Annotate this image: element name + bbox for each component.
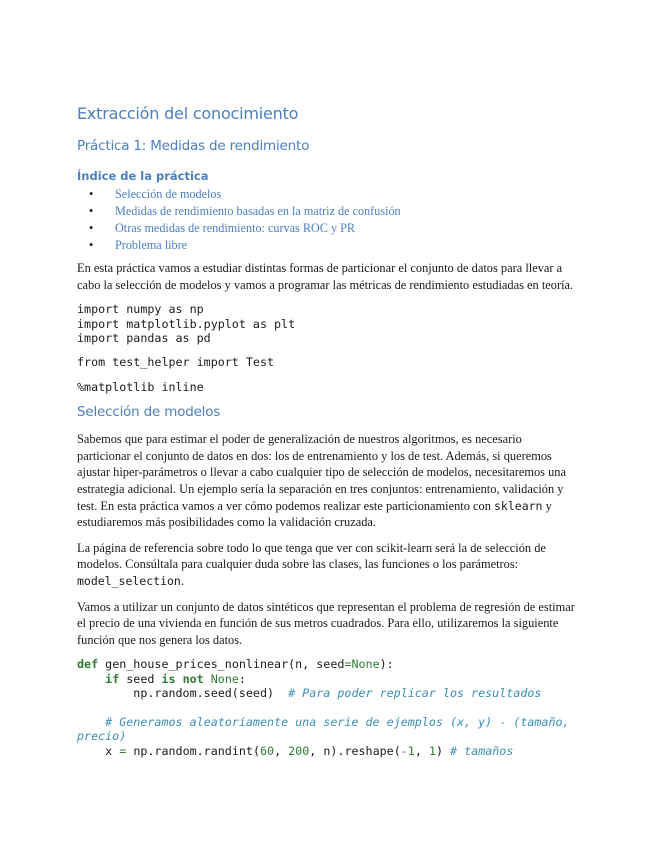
bullet-icon: • xyxy=(89,221,94,235)
inline-code: model_selection xyxy=(77,573,181,588)
code-keyword: is xyxy=(161,671,176,686)
index-link-seleccion-modelos[interactable]: Selección de modelos xyxy=(115,187,222,201)
paragraph-text: La página de referencia sobre todo lo que tenga que ver con scikit-learn será la de selección de modelos. Consúltala para cualquier duda sobre las clases, las funciones o los parámetros: xyxy=(77,540,546,572)
code-comment: # tamaños xyxy=(450,743,514,758)
code-comment: # Generamos aleatoriamente una serie de ejemplos (x, y) - (tamaño, xyxy=(105,714,570,729)
code-cell-imports xyxy=(77,302,577,345)
code-text: np.random.randint( xyxy=(126,743,260,758)
code-line: import matplotlib.pyplot as plt xyxy=(77,316,296,331)
code-line: import pandas as pd xyxy=(77,331,211,345)
code-text: , xyxy=(274,743,289,758)
code-text: ): xyxy=(379,657,394,672)
code-keyword: not xyxy=(182,671,204,686)
code-line: from test_helper import Test xyxy=(77,355,275,370)
practice-subtitle: Práctica 1: Medidas de rendimiento xyxy=(77,138,310,154)
code-text: ) xyxy=(435,743,451,758)
index-link-matriz-confusion[interactable]: Medidas de rendimiento basadas en la matriz de confusión xyxy=(115,204,401,218)
paragraph-text: . xyxy=(180,573,184,588)
index-item xyxy=(77,237,577,254)
code-operator: - xyxy=(400,743,408,758)
section-paragraph xyxy=(77,431,577,531)
page-title: Extracción del conocimiento xyxy=(77,104,299,123)
code-comment: # Para poder replicar los resultados xyxy=(288,686,542,701)
index-link-curvas-roc-pr[interactable]: Otras medidas de rendimiento: curvas ROC y PR xyxy=(115,221,355,235)
code-text: gen_house_prices_nonlinear(n, seed xyxy=(98,657,345,672)
code-operator: = xyxy=(344,657,352,672)
section-heading-seleccion: Selección de modelos xyxy=(77,404,221,421)
code-builtin: None xyxy=(351,657,380,672)
paragraph-text: y estudiaremos más posibilidades como la validación cruzada. xyxy=(77,498,552,530)
code-cell-test-helper xyxy=(77,355,577,369)
code-line: import numpy as np xyxy=(77,302,204,317)
code-keyword: if xyxy=(105,671,120,686)
code-number: 1 xyxy=(407,743,415,758)
code-cell-gen-house-prices xyxy=(77,657,577,758)
code-number: 200 xyxy=(288,743,310,758)
index-heading: Índice de la práctica xyxy=(77,169,209,183)
code-cell-magic xyxy=(77,380,577,394)
index-item xyxy=(77,220,577,237)
code-builtin: None xyxy=(210,671,239,686)
index-item xyxy=(77,203,577,220)
code-text: np.random.seed(seed) xyxy=(133,686,289,701)
intro-paragraph: En esta práctica vamos a estudiar distintas formas de particionar el conjunto de datos para llevar a cabo la selección de modelos y vamos a programar las métricas de rendimiento estudiadas en teoría. xyxy=(77,261,574,292)
code-text: seed xyxy=(119,671,162,686)
code-keyword: def xyxy=(77,657,99,672)
inline-code: sklearn xyxy=(494,498,543,513)
paragraph-text: Sabemos que para estimar el poder de generalización de nuestros algoritmos, es necesario particionar el conjunto de datos en dos: los de entrenamiento y los de test. Además, si queremos ajustar hiper-parámetros o llevar a cabo cualquier tipo de selección de modelos, necesitaremos una estrategia adicional. Un ejemplo sería la separación en tres conjuntos: entrenamiento, validación y test. En esta práctica vamos a ver cómo podemos realizar este particionamiento con xyxy=(77,432,566,513)
bullet-icon: • xyxy=(89,204,94,218)
index-link-problema-libre[interactable]: Problema libre xyxy=(115,238,188,252)
code-operator: = xyxy=(119,743,127,758)
code-comment: precio) xyxy=(77,729,127,744)
bullet-icon: • xyxy=(89,187,94,201)
index-list xyxy=(77,186,577,254)
code-number: 1 xyxy=(428,743,436,758)
code-text: x xyxy=(105,743,120,758)
section-paragraph xyxy=(77,540,577,590)
code-line: %matplotlib inline xyxy=(77,379,204,394)
section-paragraph: Vamos a utilizar un conjunto de datos sintéticos que representan el problema de regresión de estimar el precio de una vivienda en función de sus metros cuadrados. Para ello, utilizaremos la siguiente función que nos genera los datos. xyxy=(77,599,575,647)
notebook-content xyxy=(77,104,577,768)
bullet-icon: • xyxy=(89,238,94,252)
code-text: , xyxy=(414,743,429,758)
code-text: , n).reshape( xyxy=(309,743,401,758)
index-item xyxy=(77,186,577,203)
code-text: : xyxy=(238,671,246,686)
code-number: 60 xyxy=(259,743,275,758)
